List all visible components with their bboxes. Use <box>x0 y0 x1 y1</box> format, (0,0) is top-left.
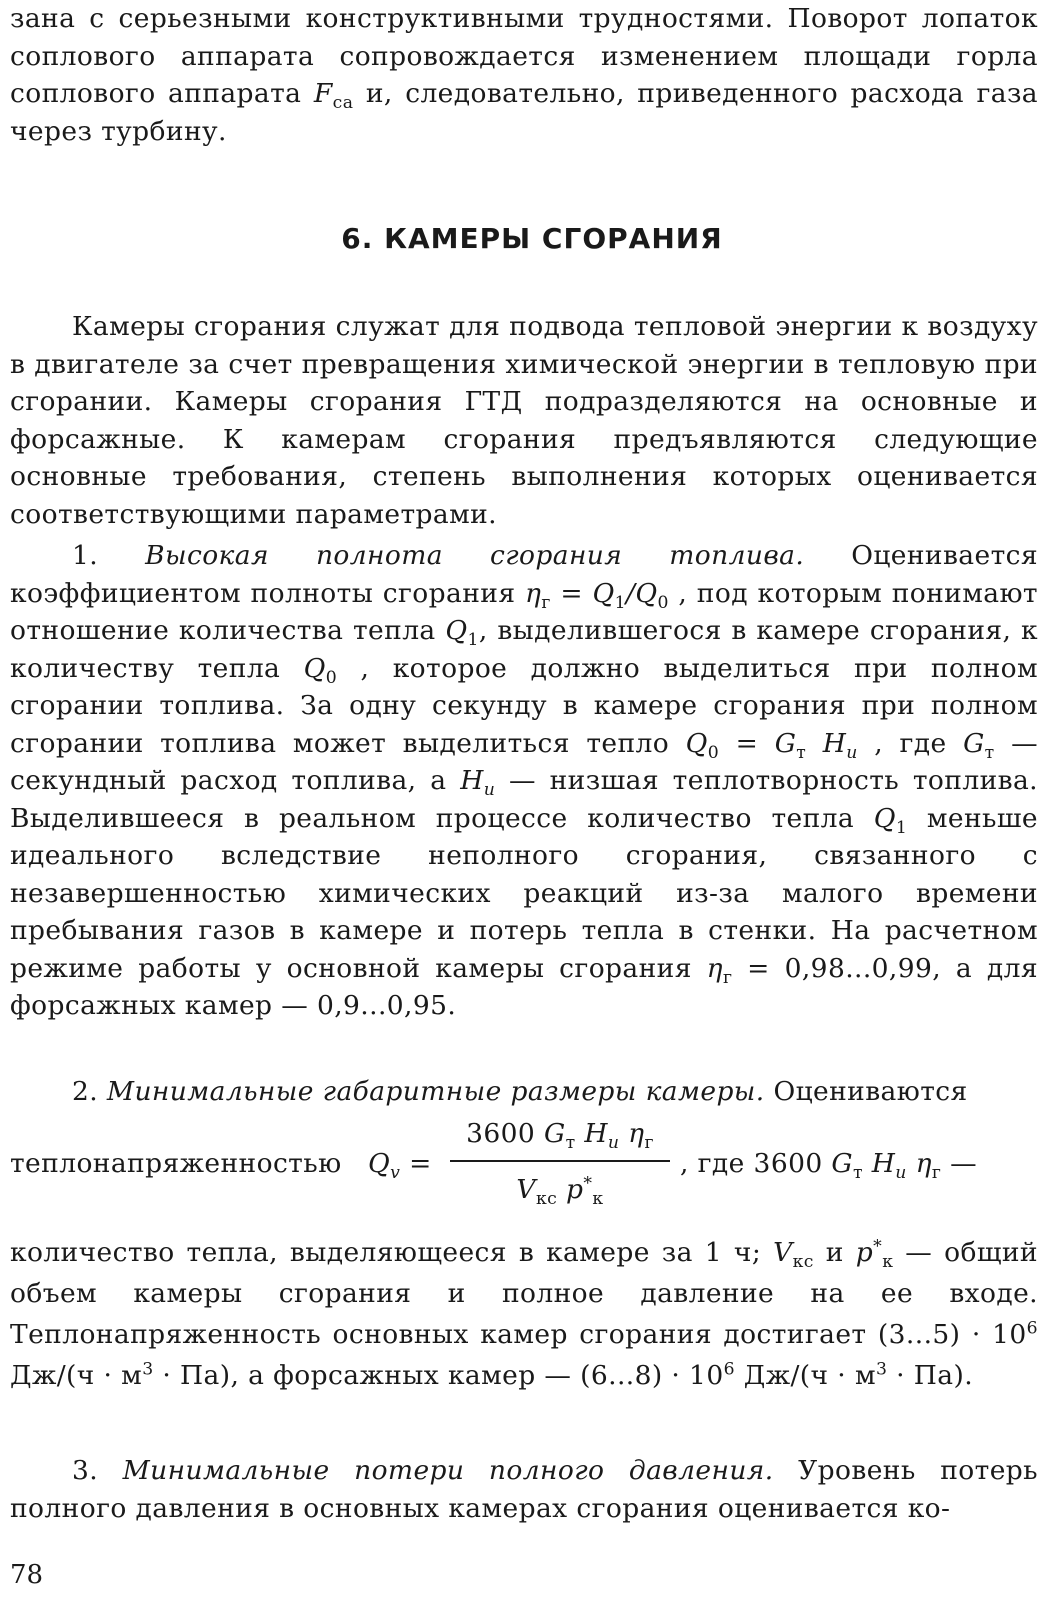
text: — общий объем камеры сгорания и полное давление на ее входе. Теплонапряженность основных камер сгорания достигает (3...5) · 10 <box>10 1237 1038 1350</box>
text: · Па), а форсажных камер — (6...8) · 10 <box>153 1360 724 1391</box>
item-number: 1. <box>72 540 146 571</box>
text: Оцениваются <box>764 1076 968 1107</box>
formula-subscript: 1 <box>614 592 626 613</box>
text: Уровень потерь полного давления в основных камерах сгорания оценивается ко- <box>10 1455 1038 1524</box>
formula-subscript: са <box>332 93 354 114</box>
formula-subscript: u <box>895 1163 907 1184</box>
text: , выделившегося в камере сгорания, к количеству тепла <box>10 615 1038 684</box>
text: Дж/(ч · м <box>10 1360 143 1391</box>
item-title: Минимальные габаритные размеры камеры. <box>106 1076 765 1107</box>
text: и <box>813 1237 856 1268</box>
formula-subscript: 1 <box>895 817 908 838</box>
formula-superscript: 6 <box>1026 1318 1038 1339</box>
formula-symbol: 3600 <box>466 1118 544 1149</box>
formula-subscript: 1 <box>467 630 479 651</box>
formula-subscript: 0 <box>657 592 669 613</box>
formula-subscript: v <box>390 1163 401 1184</box>
formula-symbol: Q <box>303 652 326 684</box>
formula-symbol: Q <box>685 727 708 759</box>
text: , которое должно выделиться при полном сгорании топлива. За одну секунду в камере сгорания при полном сгорании топлива может выделиться тепло <box>10 652 1038 759</box>
formula-subscript: г <box>722 967 733 988</box>
formula-symbol: η <box>619 1118 645 1149</box>
formula-subscript: т <box>796 742 807 763</box>
formula-superscript: 3 <box>142 1359 154 1380</box>
formula-subscript: кс <box>535 1189 558 1210</box>
item-2-paragraph <box>10 1232 1038 1396</box>
item-1-paragraph <box>10 537 1038 1025</box>
text: Дж/(ч · м <box>734 1360 876 1391</box>
formula-subscript: 0 <box>325 667 338 688</box>
fraction-numerator <box>450 1112 670 1156</box>
formula-symbol: /Q <box>625 577 658 609</box>
formula-subscript: г <box>931 1163 942 1184</box>
formula-subscript: u <box>846 742 858 763</box>
text: Оценивается коэффициентом полноты сгорания <box>10 540 1038 609</box>
text: зана с серьезными конструктивными трудностями. Поворот лопаток соплового аппарата сопровождается изменением площади горла соплового аппарата <box>10 3 1038 109</box>
formula-subscript: т <box>853 1163 863 1184</box>
formula-symbol: Q <box>368 1148 391 1179</box>
formula-symbol: H <box>460 765 484 796</box>
formula-superscript: * <box>583 1173 593 1194</box>
text: количество тепла, выделяющееся в камере за 1 ч; <box>10 1237 774 1268</box>
formula-symbol: H <box>575 1118 608 1149</box>
formula-symbol: G <box>963 727 985 759</box>
page-number: 78 <box>10 1560 44 1590</box>
formula-subscript: кс <box>792 1252 814 1273</box>
formula-symbol: V <box>773 1237 793 1268</box>
formula-subscript: u <box>607 1133 620 1154</box>
formula-symbol: F <box>313 78 333 109</box>
formula-superscript: 6 <box>723 1359 735 1380</box>
formula-superscript: * <box>873 1236 883 1257</box>
heat-intensity-formula <box>10 1112 1050 1222</box>
formula-symbol: Q <box>445 615 468 646</box>
text: , под которым понимают отношение количества тепла <box>10 577 1038 646</box>
text: меньше идеального вследствие неполного сгорания, связанного с незавершенностью химических реакций из-за малого времени пребывания газов в камере и потерь тепла в стенки. На расчетном режиме работы у основной камеры сгорания <box>10 802 1038 984</box>
formula-tail <box>680 1148 978 1184</box>
formula-symbol: G <box>543 1118 566 1149</box>
text: — секундный расход топлива, а <box>10 727 1038 796</box>
fraction-bar <box>450 1160 670 1162</box>
formula-subscript: к <box>592 1189 604 1210</box>
formula-symbol: η <box>525 577 542 609</box>
formula-symbol: H <box>806 727 847 759</box>
formula-symbol: V <box>516 1174 536 1205</box>
item-title: Минимальные потери полного давления. <box>122 1455 774 1486</box>
text: — низшая теплотворность топлива. Выделившееся в реальном процессе количество тепла <box>10 765 1038 834</box>
item-number: 2. <box>72 1076 107 1107</box>
formula-lhs <box>368 1148 432 1184</box>
formula-symbol: = <box>400 1148 432 1179</box>
formula-symbol: Q <box>873 802 896 834</box>
formula-symbol: G <box>831 1148 853 1179</box>
formula-symbol: p <box>557 1174 584 1205</box>
formula-label: теплонапряженностью <box>10 1148 342 1179</box>
text: = 0,98...0,99, а для форсажных камер — 0,9...0,95. <box>10 952 1038 1021</box>
formula-subscript: т <box>984 742 995 763</box>
formula-superscript: 3 <box>875 1359 888 1380</box>
item-title: Высокая полнота сгорания топлива. <box>145 540 805 571</box>
formula-symbol: p <box>855 1237 874 1268</box>
text: и, следовательно, приведенного расхода газа через турбину. <box>10 78 1038 147</box>
formula-subscript: г <box>644 1133 654 1154</box>
text: , где 3600 <box>680 1148 832 1179</box>
formula-subscript: u <box>483 780 496 801</box>
formula-subscript: к <box>882 1252 894 1273</box>
fraction-denominator <box>450 1166 670 1214</box>
text: · Па). <box>887 1360 974 1391</box>
item-2-title-line <box>10 1073 1038 1111</box>
formula-symbol: η <box>906 1148 932 1179</box>
text: , где <box>857 727 964 759</box>
text: — <box>941 1148 978 1179</box>
section-title: 6. КАМЕРЫ СГОРАНИЯ <box>341 222 723 255</box>
formula-subscript: т <box>565 1133 576 1154</box>
top-paragraph <box>10 0 1038 150</box>
formula-subscript: 0 <box>707 742 720 763</box>
formula-symbol: = Q <box>550 577 615 609</box>
formula-symbol: H <box>862 1148 896 1179</box>
formula-subscript: г <box>541 592 551 613</box>
formula-fraction <box>450 1112 670 1214</box>
intro-paragraph: Камеры сгорания служат для подвода тепловой энергии к воздуху в двигателе за счет превращения химической энергии в тепловую при сгорании. Камеры сгорания ГТД подразделяются на основные и форсажные. К камерам сгорания предъявляются следующие основные требования, степень выполнения которых оценивается соответствующими параметрами. <box>10 311 1038 530</box>
item-number: 3. <box>72 1455 123 1486</box>
item-3-paragraph <box>10 1452 1038 1527</box>
formula-symbol: = G <box>719 727 797 759</box>
formula-symbol: η <box>706 952 723 984</box>
